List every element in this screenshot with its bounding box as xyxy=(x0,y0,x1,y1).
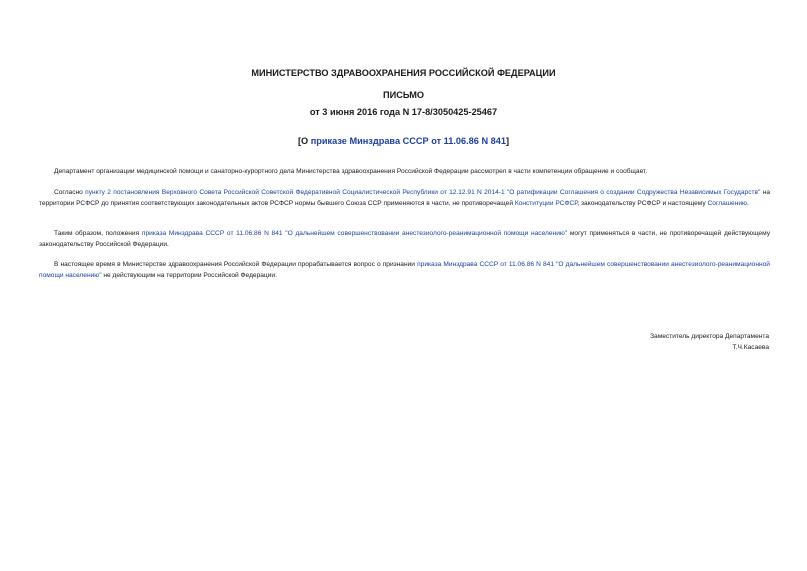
text-segment: на территории РСФСР до принятия соответствующих законодательных актов РСФСР нормы бывшего Союза ССР применяются в части, не противоречащей xyxy=(39,189,770,207)
text-segment: . xyxy=(746,199,749,207)
subject-bracket-close: ] xyxy=(505,136,510,146)
link-agreement[interactable]: Соглашению xyxy=(707,199,747,207)
subject-link[interactable]: приказе Минздрава СССР от 11.06.86 N 841 xyxy=(310,136,506,146)
paragraph-conclusion xyxy=(39,229,770,250)
paragraph-current-status xyxy=(39,260,770,281)
link-order-841[interactable]: приказа Минздрава СССР от 11.06.86 N 841 "О дальнейшем совершенствовании анестезиолого-реанимационной помощи населению" xyxy=(141,230,568,237)
signatory-position: Заместитель директора Департамента xyxy=(650,333,769,340)
link-constitution[interactable]: Конституции РСФСР xyxy=(514,199,578,207)
text-segment: могут применяться в части, не противоречащей действующему законодательству Российской Федерации. xyxy=(39,230,770,248)
link-resolution-2014-1[interactable]: пункту 2 постановления Верховного Совета Российской Советской Федеративной Социалистической Республики от 12.12.91 N 2014-1 "О ратификации Соглашения о создании Содружества Независимых Государств" xyxy=(85,189,761,196)
text-segment: Таким образом, положения xyxy=(54,230,142,237)
text-segment: не действующим на территории Российской Федерации. xyxy=(101,271,277,279)
document-subject xyxy=(0,136,807,146)
document-type: ПИСЬМО xyxy=(382,90,425,100)
issuing-organization: МИНИСТЕРСТВО ЗДРАВООХРАНЕНИЯ РОССИЙСКОЙ ФЕДЕРАЦИИ xyxy=(251,68,556,78)
link-order-841-repeal[interactable]: приказа Минздрава СССР от 11.06.86 N 841 "О дальнейшем совершенствовании анестезиолого-реанимационной помощи населению" xyxy=(39,261,770,279)
paragraph-intro: Департамент организации медицинской помощи и санаторно-курортного дела Министерства здравоохранения Российской Федерации рассмотрел в части компетенции обращение и сообщает. xyxy=(54,168,648,175)
document-date-number: от 3 июня 2016 года N 17-8/3050425-25467 xyxy=(309,107,498,117)
paragraph-legal-basis xyxy=(39,188,770,209)
text-segment: Согласно xyxy=(54,189,86,196)
text-segment: В настоящее время в Министерстве здравоохранения Российской Федерации прорабатывается вопрос о признании xyxy=(54,261,418,268)
signatory-name: Т.Ч.Касаева xyxy=(732,344,769,351)
text-segment: , законодательству РСФСР и настоящему xyxy=(577,199,708,207)
subject-bracket-open: [О xyxy=(297,136,311,146)
